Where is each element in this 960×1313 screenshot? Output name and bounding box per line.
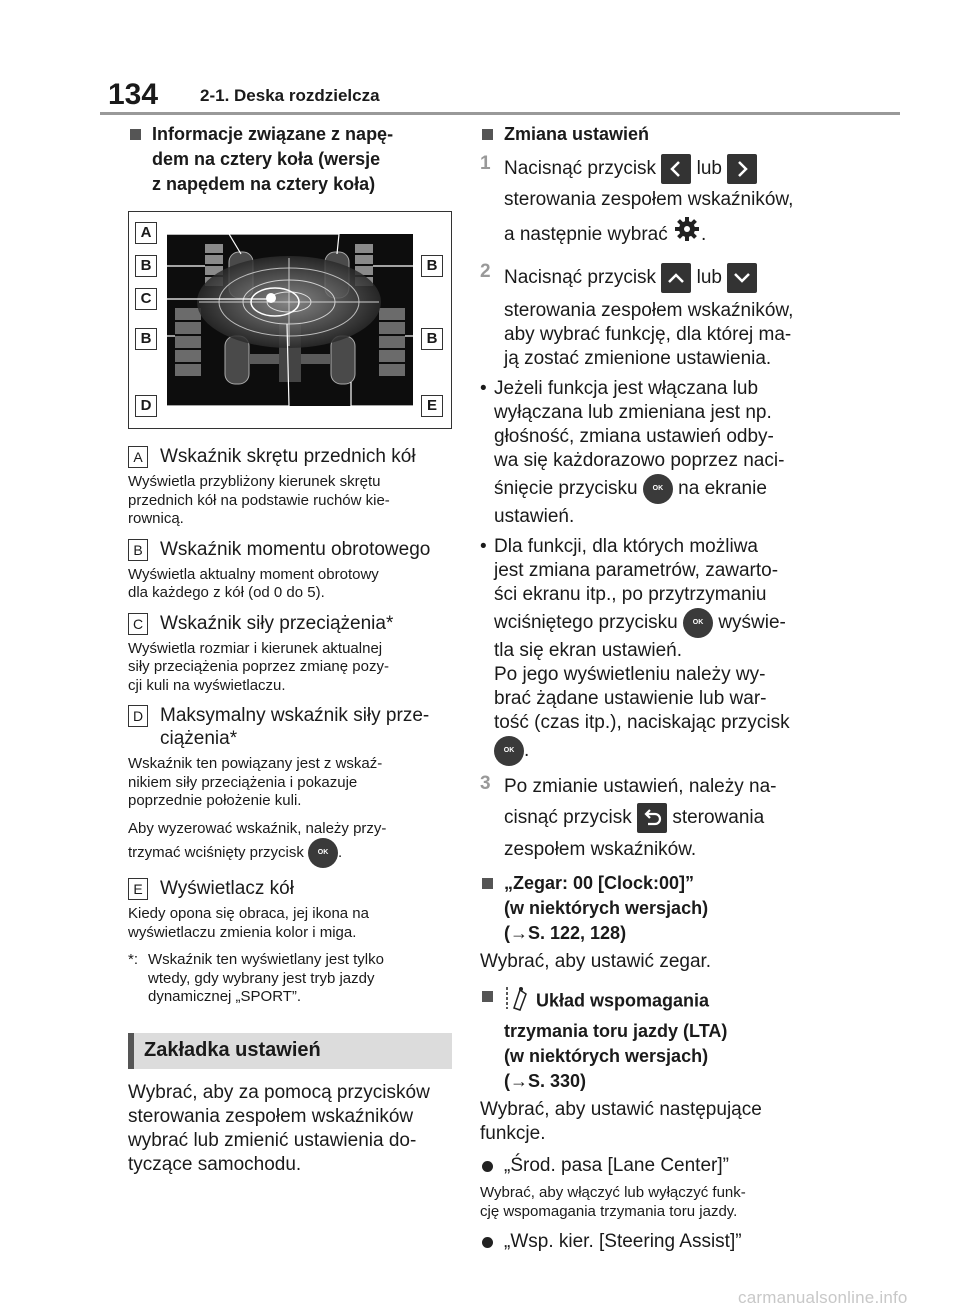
caption-b: B Wskaźnik momentu obrotowego — [128, 538, 452, 561]
left-arrow-button-icon — [661, 154, 691, 184]
square-bullet-icon — [482, 878, 493, 889]
figure-label-b-bottom-left: B — [135, 328, 157, 350]
description-d: Wskaźnik ten powiązany jest z wskaź- nikiem siły przeciążenia i pokazuje poprzednie położenie kuli. — [128, 755, 383, 809]
awd-display-illustration — [129, 212, 451, 428]
disc-bullet-icon — [482, 1237, 493, 1248]
down-arrow-button-icon — [727, 263, 757, 293]
figure-label-c: C — [135, 288, 157, 310]
steering-assist-item: „Wsp. kier. [Steering Assist]” — [480, 1230, 810, 1254]
section-title: Zakładka ustawień — [144, 1038, 321, 1061]
caption-a: A Wskaźnik skrętu przednich kół — [128, 445, 452, 468]
figure-label-a: A — [135, 222, 157, 244]
header-rule — [100, 112, 900, 115]
description-b: Wyświetla aktualny moment obrotowy dla każdego z kół (od 0 do 5). — [128, 565, 379, 601]
ok-button-icon: OK — [494, 736, 524, 766]
caption-e: E Wyświetlacz kół — [128, 877, 452, 900]
heading-lta: Układ wspomagania trzymania toru jazdy (LTA) (w niektórych wersjach) (→S. 330) — [480, 984, 810, 1094]
heading-change-settings: Zmiana ustawień — [480, 122, 810, 147]
description-a: Wyświetla przybliżony kierunek skrętu przednich kół na podstawie ruchów kie- rownicą. — [128, 473, 390, 527]
step-3: 3 Po zmianie ustawień, należy na- cisnąć przycisk sterowania zespołem wskaźników. — [480, 773, 777, 860]
caption-c: C Wskaźnik siły przeciążenia* — [128, 612, 452, 635]
caption-label-c: C — [128, 613, 148, 635]
lta-text: Wybrać, aby ustawić następujące funkcje. — [480, 1099, 762, 1144]
heading-clock: „Zegar: 00 [Clock:00]” (w niektórych wersjach) (→S. 122, 128) — [480, 871, 810, 946]
heading-4wd-info: Informacje związane z napę- dem na cztery koła (wersje z napędem na cztery koła) — [128, 122, 452, 197]
running-head: 2-1. Deska rozdzielcza — [200, 86, 380, 105]
back-button-icon — [637, 803, 667, 833]
ok-button-icon: OK — [308, 838, 338, 868]
figure-label-b-top-right: B — [421, 255, 443, 277]
caption-label-b: B — [128, 539, 148, 561]
description-e: Kiedy opona się obraca, jej ikona na wyświetlaczu zmienia kolor i miga. — [128, 905, 369, 941]
note-bullet-2: • Dla funkcji, dla których możliwa jest zmiana parametrów, zawarto- ści ekranu itp., po przytrzymaniu wciśniętego przycisku OK wyświe- tla się ekran ustawień. Po jego wyświetleniu należy wy- brać żądane ustawienie lub war- tość (czas itp.), naciskając przycisk OK . — [480, 535, 810, 767]
page-number: 134 — [108, 78, 159, 111]
gear-icon — [673, 215, 701, 255]
figure-label-b-bottom-right: B — [421, 328, 443, 350]
figure-label-e: E — [421, 395, 443, 417]
square-bullet-icon — [482, 129, 493, 140]
lane-center-item: „Środ. pasa [Lane Center]” — [480, 1154, 810, 1178]
step-1: 1 Nacisnąć przycisk lub sterowania zespołem wskaźników, a następnie wybrać . — [480, 153, 810, 255]
lane-center-description: Wybrać, aby włączyć lub wyłączyć funk- cję wspomagania trzymania toru jazdy. — [480, 1184, 746, 1220]
square-bullet-icon — [482, 991, 493, 1002]
left-column — [128, 122, 452, 1177]
ok-button-icon: OK — [683, 608, 713, 638]
awd-display-figure — [128, 211, 452, 429]
reset-instruction: Aby wyzerować wskaźnik, należy przy- trzymać wciśnięty przycisk OK . — [128, 820, 452, 869]
note-bullet-1: • Jeżeli funkcja jest włączana lub wyłączana lub zmieniana jest np. głośność, zmiana ustawień odby- wa się każdorazowo poprzez naci- śnięcie przycisku OK na ekranie ustawień. — [480, 378, 785, 527]
right-arrow-button-icon — [727, 154, 757, 184]
caption-label-e: E — [128, 878, 148, 900]
caption-label-a: A — [128, 446, 148, 468]
step-2: 2 Nacisnąć przycisk lub sterowania zespołem wskaźników, aby wybrać funkcję, dla której ma- ją zostać zmienione ustawienia. — [480, 261, 794, 369]
square-bullet-icon — [130, 129, 141, 140]
description-c: Wyświetla rozmiar i kierunek aktualnej siły przeciążenia poprzez zmianę pozy- cji kuli na wyświetlaczu. — [128, 639, 389, 694]
caption-d: D Maksymalny wskaźnik siły prze- ciążenia* — [128, 704, 452, 750]
section-title-bar — [128, 1033, 452, 1069]
up-arrow-button-icon — [661, 263, 691, 293]
figure-label-d: D — [135, 395, 157, 417]
caption-label-d: D — [128, 705, 148, 727]
footer-watermark: carmanualsonline.info — [738, 1288, 908, 1307]
figure-label-b-top-left: B — [135, 255, 157, 277]
right-column — [480, 122, 810, 1260]
footnote: *: Wskaźnik ten wyświetlany jest tylko wtedy, gdy wybrany jest tryb jazdy dynamicznej „SPORT”. — [128, 951, 384, 1005]
section-text: Wybrać, aby za pomocą przycisków sterowania zespołem wskaźników wybrać lub zmienić ustawienia do- tyczące samochodu. — [128, 1081, 430, 1175]
disc-bullet-icon — [482, 1161, 493, 1172]
lane-assist-icon — [504, 984, 530, 1019]
clock-text: Wybrać, aby ustawić zegar. — [480, 951, 712, 972]
ok-button-icon: OK — [643, 474, 673, 504]
